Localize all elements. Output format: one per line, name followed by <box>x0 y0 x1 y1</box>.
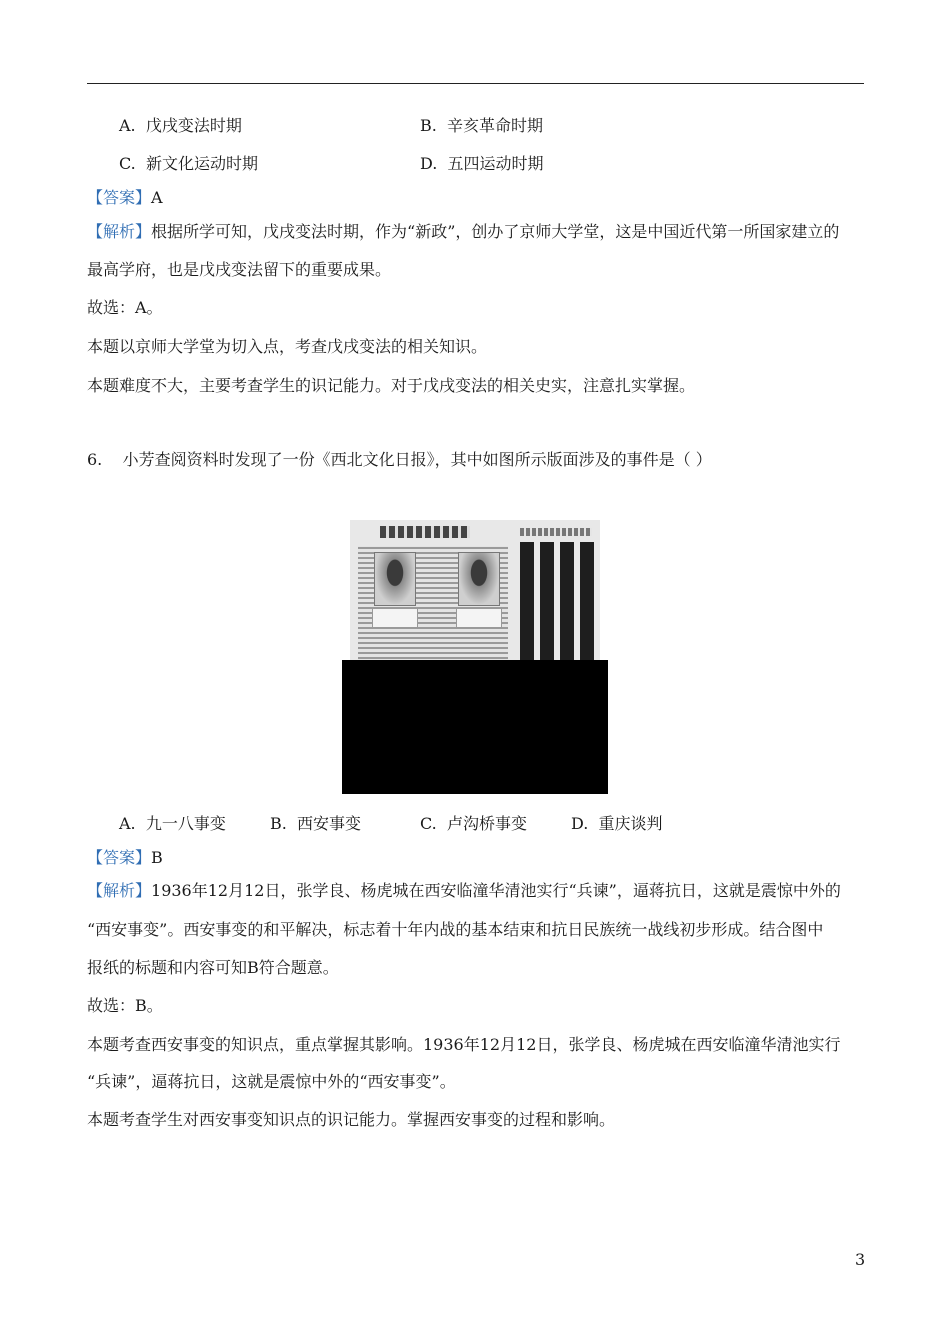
question-number: 6. <box>87 450 103 469</box>
q5-option-a: A. 戊戌变法时期 <box>119 116 242 135</box>
q6-stem: 6. 小芳查阅资料时发现了一份《西北文化日报》，其中如图所示版面涉及的事件是（ ） <box>87 450 712 469</box>
q6-option-d: D. 重庆谈判 <box>571 814 663 833</box>
q6-option-a: A. 九一八事变 <box>119 814 226 833</box>
analysis-tag: 【解析】 <box>87 881 152 900</box>
answer-tag: 【答案】 <box>87 848 152 867</box>
q6-note-1-line-2: “兵谏”，逼蒋抗日，这就是震惊中外的“西安事变”。 <box>87 1072 456 1091</box>
newspaper-page <box>350 520 600 664</box>
answer-tag: 【答案】 <box>87 188 152 207</box>
q6-option-c: C. 卢沟桥事变 <box>420 814 527 833</box>
q6-analysis-line-1: 【解析】1936年12月12日，张学良、杨虎城在西安临潼华清池实行“兵谏”，逼蒋抗日，这就是震惊中外的 <box>87 881 841 900</box>
photo-caption <box>372 608 418 628</box>
issue-line <box>520 528 592 536</box>
q6-note-2: 本题考查学生对西安事变知识点的识记能力。掌握西安事变的过程和影响。 <box>87 1110 616 1129</box>
q5-option-c: C. 新文化运动时期 <box>119 154 258 173</box>
q5-answer: 【答案】A <box>87 188 163 207</box>
page-number: 3 <box>855 1250 866 1269</box>
q5-option-b: B. 辛亥革命时期 <box>420 116 544 135</box>
newspaper-image <box>342 516 608 794</box>
headline-block <box>520 542 598 664</box>
masthead <box>380 526 470 538</box>
portrait-photo <box>374 552 416 606</box>
redaction-box <box>342 660 608 794</box>
q5-option-d: D. 五四运动时期 <box>420 154 544 173</box>
portrait-photo <box>458 552 500 606</box>
q6-analysis-line-2: “西安事变”。西安事变的和平解决，标志着十年内战的基本结束和抗日民族统一战线初步形成。结合图中 <box>87 920 824 939</box>
q6-analysis-line-3: 报纸的标题和内容可知B符合题意。 <box>87 958 339 977</box>
q6-choice: 故选：B。 <box>87 996 163 1015</box>
photo-caption <box>456 608 502 628</box>
q5-choice: 故选：A。 <box>87 298 163 317</box>
q6-note-1-line-1: 本题考查西安事变的知识点，重点掌握其影响。1936年12月12日，张学良、杨虎城在西安临潼华清池实行 <box>87 1035 841 1054</box>
q5-note-1: 本题以京师大学堂为切入点，考查戊戌变法的相关知识。 <box>87 337 488 356</box>
q6-answer: 【答案】B <box>87 848 163 867</box>
header-rule <box>87 83 864 84</box>
q6-option-b: B. 西安事变 <box>270 814 362 833</box>
analysis-tag: 【解析】 <box>87 222 152 241</box>
q5-analysis-line-2: 最高学府，也是戊戌变法留下的重要成果。 <box>87 260 392 279</box>
q5-note-2: 本题难度不大，主要考查学生的识记能力。对于戊戌变法的相关史实，注意扎实掌握。 <box>87 376 696 395</box>
q5-analysis-line-1: 【解析】根据所学可知，戊戌变法时期，作为“新政”，创办了京师大学堂，这是中国近代第一所国家建立的 <box>87 222 840 241</box>
